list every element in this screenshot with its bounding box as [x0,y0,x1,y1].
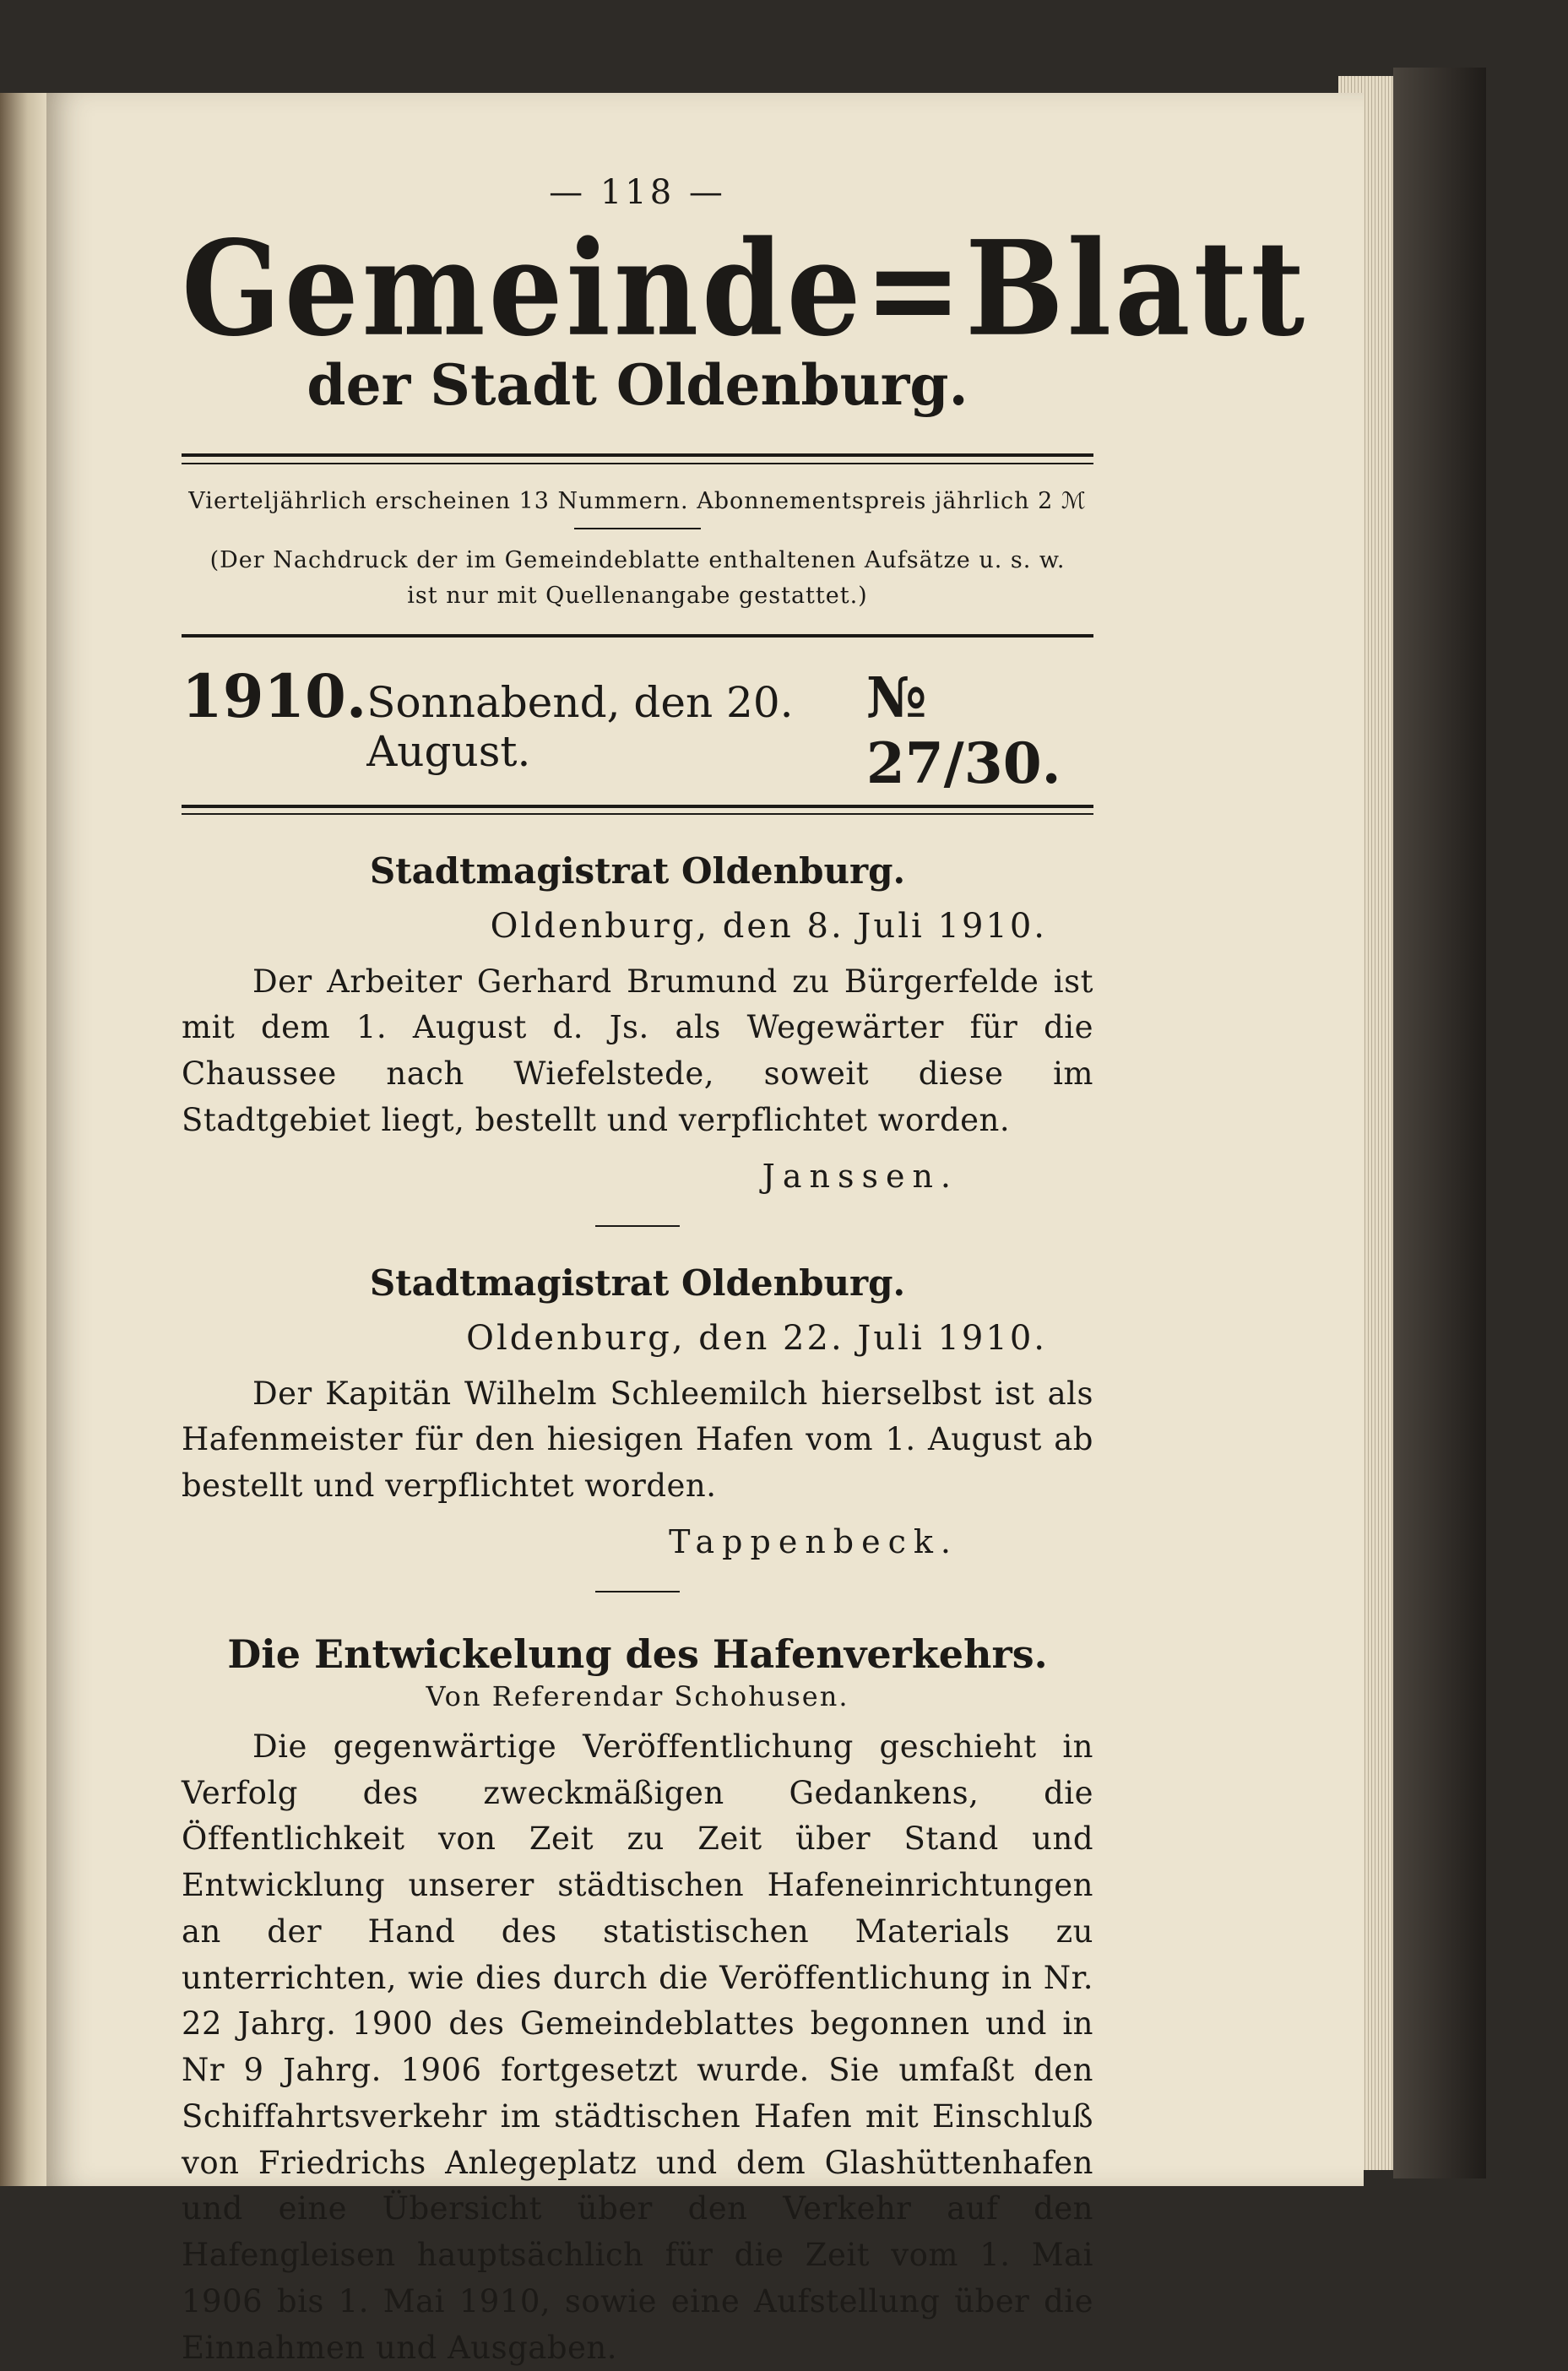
article [182,1631,1093,2371]
masthead-title: Gemeinde=Blatt [182,211,1309,366]
reprint-note-line-2: ist nur mit Quellenangabe gestattet.) [407,582,868,609]
masthead-subtitle: der Stadt Oldenburg. [307,352,968,418]
article-title: Die Entwickelung des Hafenverkehrs. [227,1630,1048,1677]
notice-2 [182,1262,1093,1560]
issue-dateline [182,649,1093,805]
document-page [46,93,1364,2366]
rule-thick [182,634,1093,638]
article-body: Die gegenwärtige Veröffentlichung geschieht in Verfolg des zweckmäßigen Gedankens, die Öffentlichkeit von Zeit zu Zeit über Stand und Entwicklung unserer städtischen Hafeneinrichtungen an der Hand des statistischen Materials zu unterrichten, wie dies durch die Veröffentlichung in Nr. 22 Jahrg. 1900 des Gemeindeblattes begonnen und in Nr 9 Jahrg. 1906 fortgesetzt wurde. Sie umfaßt den Schiffahrtsverkehr im städtischen Hafen mit Einschluß von Friedrichs Anlegeplatz und dem Glashüttenhafen und eine Übersicht über den Verkehr auf den Hafengleisen hauptsächlich für die Zeit vom 1. Mai 1906 bis 1. Mai 1910, sowie eine Aufstellung über die Einnahmen und Ausgaben. [182,1728,1093,2366]
info-divider [574,528,701,529]
issue-number: № 27/30. [865,664,1061,796]
section-separator [595,1591,680,1592]
reprint-note-line-1: (Der Nachdruck der im Gemeindeblatte enthaltenen Aufsätze u. s. w. [209,547,1066,573]
notice-body: Der Kapitän Wilhelm Schleemilch hierselbst ist als Hafenmeister für den hiesigen Hafen vom 1. August ab bestellt und verpflichtet worden. [182,1375,1093,1505]
rule-thin [182,813,1093,815]
subscription-info: Vierteljährlich erscheinen 13 Nummern. Abonnementspreis jährlich 2 ℳ [188,488,1087,514]
notice-place-date: Oldenburg, den 8. Juli 1910. [490,906,1047,946]
masthead-double-rule [182,453,1093,464]
rule-thick [182,453,1093,457]
issue-date: Sonnabend, den 20. August. [366,677,794,776]
book-cover-edge [1393,68,1486,2178]
notice-title: Stadtmagistrat Oldenburg. [369,1261,906,1304]
notice-1 [182,850,1093,1195]
rule-thick [182,805,1093,808]
notice-place-date: Oldenburg, den 22. Juli 1910. [466,1318,1047,1358]
page-number: — 118 — [549,173,726,212]
issue-year: 1910. [182,660,367,731]
left-page-edge [0,93,46,2186]
notice-body: Der Arbeiter Gerhard Brumund zu Bürgerfelde ist mit dem 1. August d. Js. als Wegewärter für die Chaussee nach Wiefelstede, soweit diese im Stadtgebiet liegt, bestellt und verpflichtet worden. [182,963,1093,1138]
dateline-bottom-rule [182,805,1093,815]
page-content [182,173,1309,2371]
notice-signature: Janssen. [762,1157,958,1195]
article-byline: Von Referendar Schohusen. [426,1679,849,1712]
notice-title: Stadtmagistrat Oldenburg. [369,849,906,892]
section-separator [595,1225,680,1227]
dateline-top-rule [182,634,1093,638]
notice-signature: Tappenbeck. [669,1522,958,1560]
rule-thin [182,463,1093,464]
